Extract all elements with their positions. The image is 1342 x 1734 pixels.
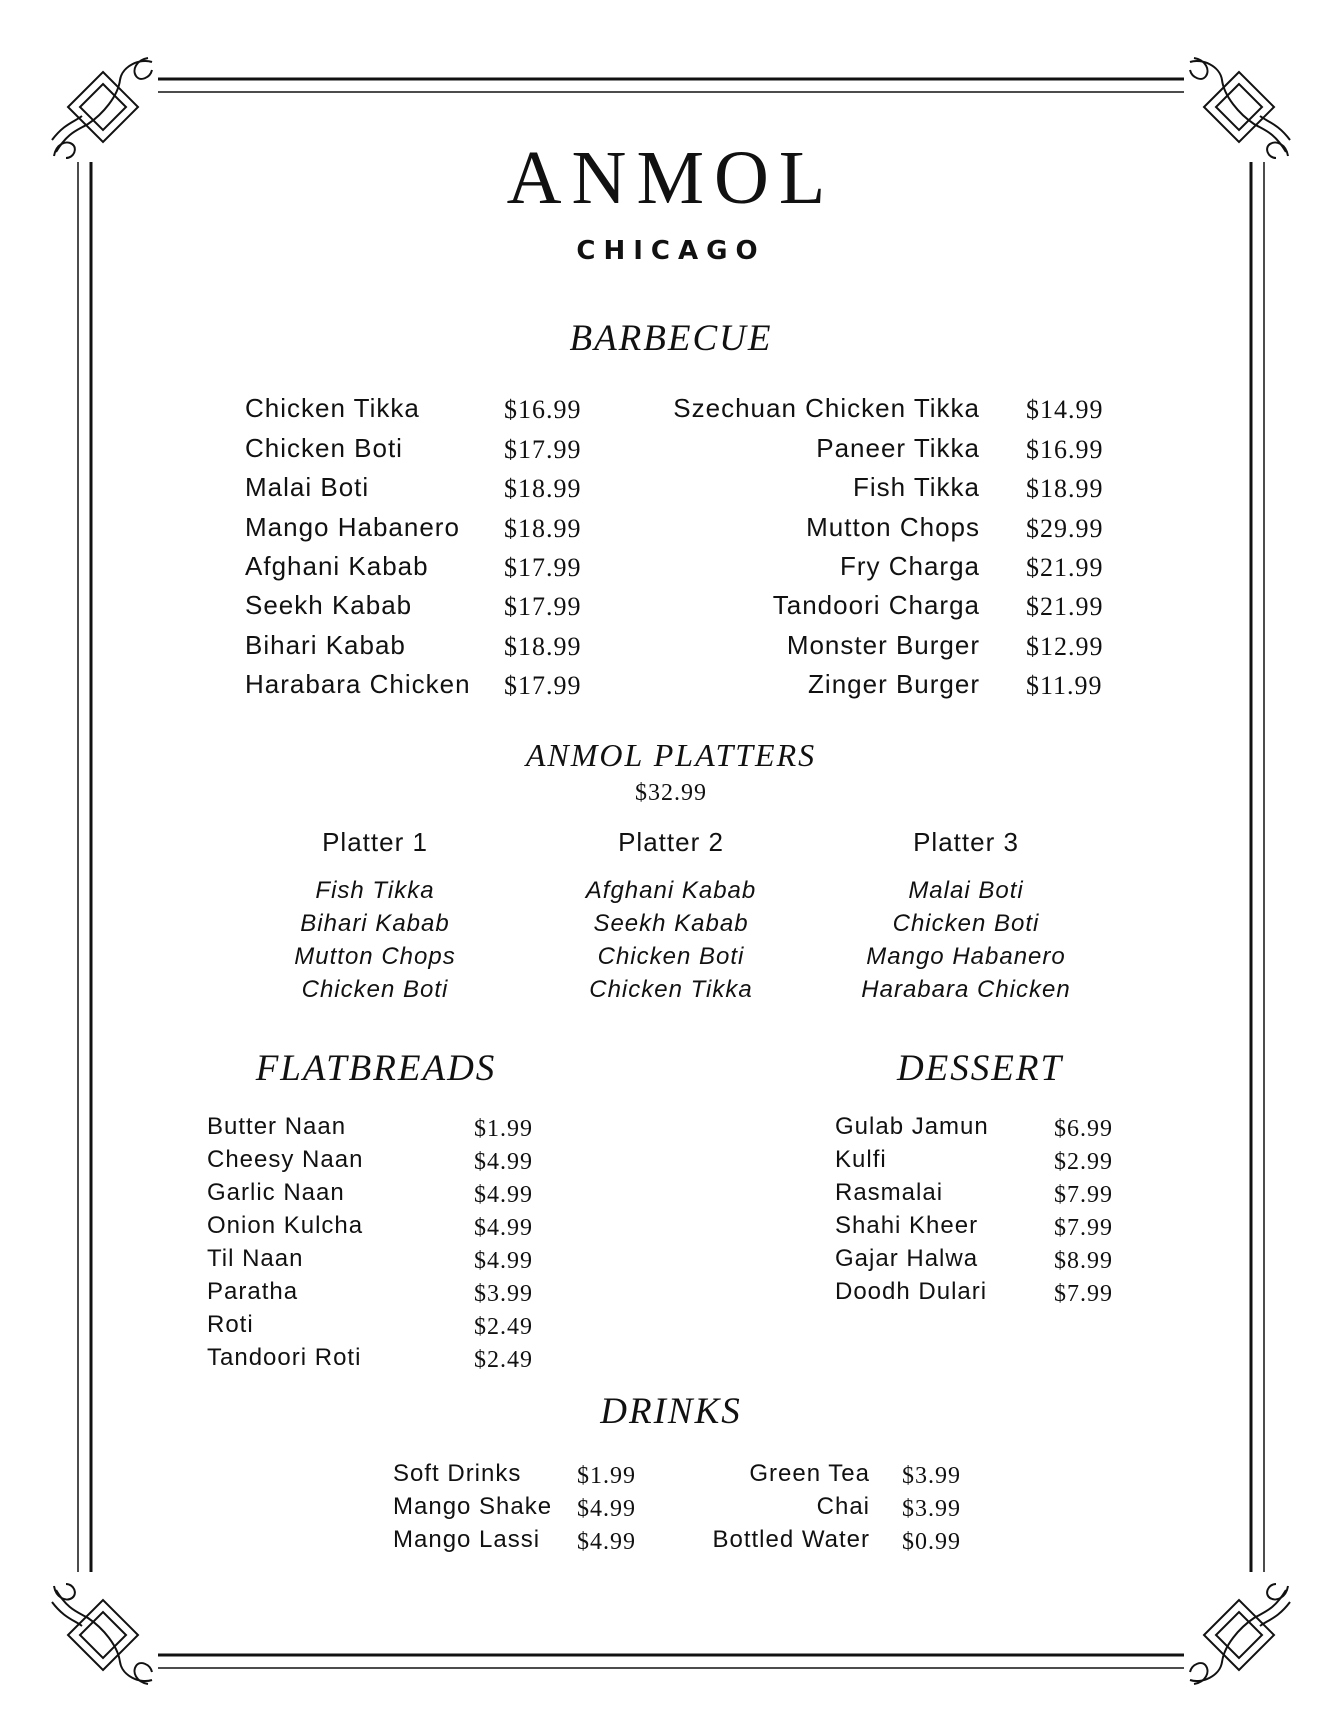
dessert-item-name: Rasmalai — [835, 1179, 944, 1206]
section-title-dessert: DESSERT — [896, 1048, 1064, 1089]
drink-item-name: Soft Drinks — [393, 1460, 522, 1487]
bbq-item-price: $18.99 — [504, 514, 582, 543]
corner-ornament-icon — [1184, 1580, 1294, 1690]
dessert-item-name: Gajar Halwa — [835, 1245, 979, 1272]
flatbread-item-name: Butter Naan — [207, 1113, 347, 1140]
bbq-item-price: $14.99 — [1026, 395, 1104, 424]
dessert-item-price: $7.99 — [1054, 1182, 1113, 1208]
drink-item-name: Mango Lassi — [393, 1526, 541, 1553]
platter-name: Platter 3 — [913, 827, 1019, 857]
flatbread-item-price: $4.99 — [474, 1182, 533, 1208]
dessert-item-name: Gulab Jamun — [835, 1113, 989, 1140]
bbq-item-price: $17.99 — [504, 435, 582, 464]
platter-item: Chicken Boti — [597, 943, 745, 970]
bbq-item-name: Afghani Kabab — [245, 551, 429, 581]
drink-item-price: $1.99 — [577, 1463, 636, 1489]
drink-item-price: $3.99 — [902, 1496, 961, 1522]
platter-item: Mutton Chops — [294, 943, 456, 970]
flatbread-item-price: $2.49 — [474, 1314, 533, 1340]
bbq-item-price: $16.99 — [1026, 435, 1104, 464]
dessert-item-price: $8.99 — [1054, 1248, 1113, 1274]
flatbread-item-price: $4.99 — [474, 1248, 533, 1274]
platter-name: Platter 2 — [618, 827, 724, 857]
bbq-item-price: $11.99 — [1026, 671, 1103, 700]
drink-item-price: $3.99 — [902, 1463, 961, 1489]
bbq-item-price: $29.99 — [1026, 514, 1104, 543]
bbq-item-price: $18.99 — [1026, 474, 1104, 503]
bbq-item-name: Szechuan Chicken Tikka — [673, 393, 980, 423]
bbq-item-name: Monster Burger — [786, 630, 980, 660]
flatbread-item-price: $4.99 — [474, 1215, 533, 1241]
drink-item-name: Green Tea — [749, 1460, 870, 1487]
platter-item: Chicken Boti — [301, 976, 449, 1003]
corner-ornament-icon — [48, 1580, 158, 1690]
section-title-drinks: DRINKS — [600, 1391, 742, 1432]
bbq-item-name: Chicken Boti — [245, 433, 403, 463]
bbq-item-name: Harabara Chicken — [245, 669, 471, 699]
section-title-barbecue: BARBECUE — [569, 318, 773, 359]
restaurant-name: ANMOL — [506, 136, 836, 220]
flatbread-item-name: Paratha — [207, 1278, 299, 1305]
platter-item: Seekh Kabab — [593, 910, 749, 937]
flatbread-item-price: $2.49 — [474, 1347, 533, 1373]
bbq-item-price: $17.99 — [504, 553, 582, 582]
flatbread-item-name: Onion Kulcha — [207, 1212, 364, 1239]
bbq-item-name: Mango Habanero — [245, 512, 460, 542]
platter-item: Fish Tikka — [315, 877, 435, 904]
bbq-item-price: $21.99 — [1026, 553, 1104, 582]
bbq-item-name: Paneer Tikka — [816, 433, 980, 463]
drink-item-price: $4.99 — [577, 1529, 636, 1555]
flatbread-item-name: Til Naan — [207, 1245, 304, 1272]
flatbread-item-price: $4.99 — [474, 1149, 533, 1175]
dessert-item-price: $6.99 — [1054, 1116, 1113, 1142]
section-title-flatbreads: FLATBREADS — [255, 1048, 497, 1089]
flatbread-item-name: Cheesy Naan — [207, 1146, 364, 1173]
flatbread-item-name: Roti — [207, 1311, 254, 1338]
platter-item: Chicken Tikka — [589, 976, 753, 1003]
bbq-item-name: Fish Tikka — [852, 472, 980, 502]
platter-name: Platter 1 — [322, 827, 428, 857]
drink-item-name: Chai — [816, 1493, 870, 1520]
dessert-item-name: Kulfi — [835, 1146, 887, 1173]
platter-item: Chicken Boti — [892, 910, 1040, 937]
bbq-item-price: $16.99 — [504, 395, 582, 424]
platter-item: Afghani Kabab — [585, 877, 757, 904]
bbq-item-name: Chicken Tikka — [245, 393, 420, 423]
restaurant-city: CHICAGO — [576, 236, 766, 266]
bbq-item-name: Zinger Burger — [808, 669, 980, 699]
drink-item-name: Mango Shake — [393, 1493, 553, 1520]
dessert-item-price: $2.99 — [1054, 1149, 1113, 1175]
bbq-item-name: Fry Charga — [839, 551, 980, 581]
bbq-item-price: $18.99 — [504, 632, 582, 661]
platter-item: Malai Boti — [908, 877, 1024, 904]
drink-item-name: Bottled Water — [712, 1526, 870, 1553]
flatbread-item-price: $3.99 — [474, 1281, 533, 1307]
bbq-item-price: $17.99 — [504, 592, 582, 621]
drink-item-price: $4.99 — [577, 1496, 636, 1522]
bbq-item-price: $21.99 — [1026, 592, 1104, 621]
section-title-platters: ANMOL PLATTERS — [525, 737, 817, 773]
bbq-item-name: Tandoori Charga — [772, 590, 980, 620]
bbq-item-price: $17.99 — [504, 671, 582, 700]
dessert-item-price: $7.99 — [1054, 1281, 1113, 1307]
flatbread-item-name: Tandoori Roti — [207, 1344, 362, 1371]
platter-item: Harabara Chicken — [861, 976, 1071, 1003]
flatbread-item-name: Garlic Naan — [207, 1179, 345, 1206]
platter-item: Mango Habanero — [866, 943, 1066, 970]
platter-item: Bihari Kabab — [300, 910, 450, 937]
bbq-item-name: Mutton Chops — [806, 512, 980, 542]
dessert-item-name: Shahi Kheer — [835, 1212, 979, 1239]
bbq-item-price: $18.99 — [504, 474, 582, 503]
drink-item-price: $0.99 — [902, 1529, 961, 1555]
platters-price: $32.99 — [635, 780, 707, 806]
dessert-item-price: $7.99 — [1054, 1215, 1113, 1241]
flatbread-item-price: $1.99 — [474, 1116, 533, 1142]
bbq-item-price: $12.99 — [1026, 632, 1104, 661]
bbq-item-name: Malai Boti — [245, 472, 370, 502]
dessert-item-name: Doodh Dulari — [835, 1278, 988, 1305]
bbq-item-name: Seekh Kabab — [245, 590, 413, 620]
bbq-item-name: Bihari Kabab — [245, 630, 406, 660]
